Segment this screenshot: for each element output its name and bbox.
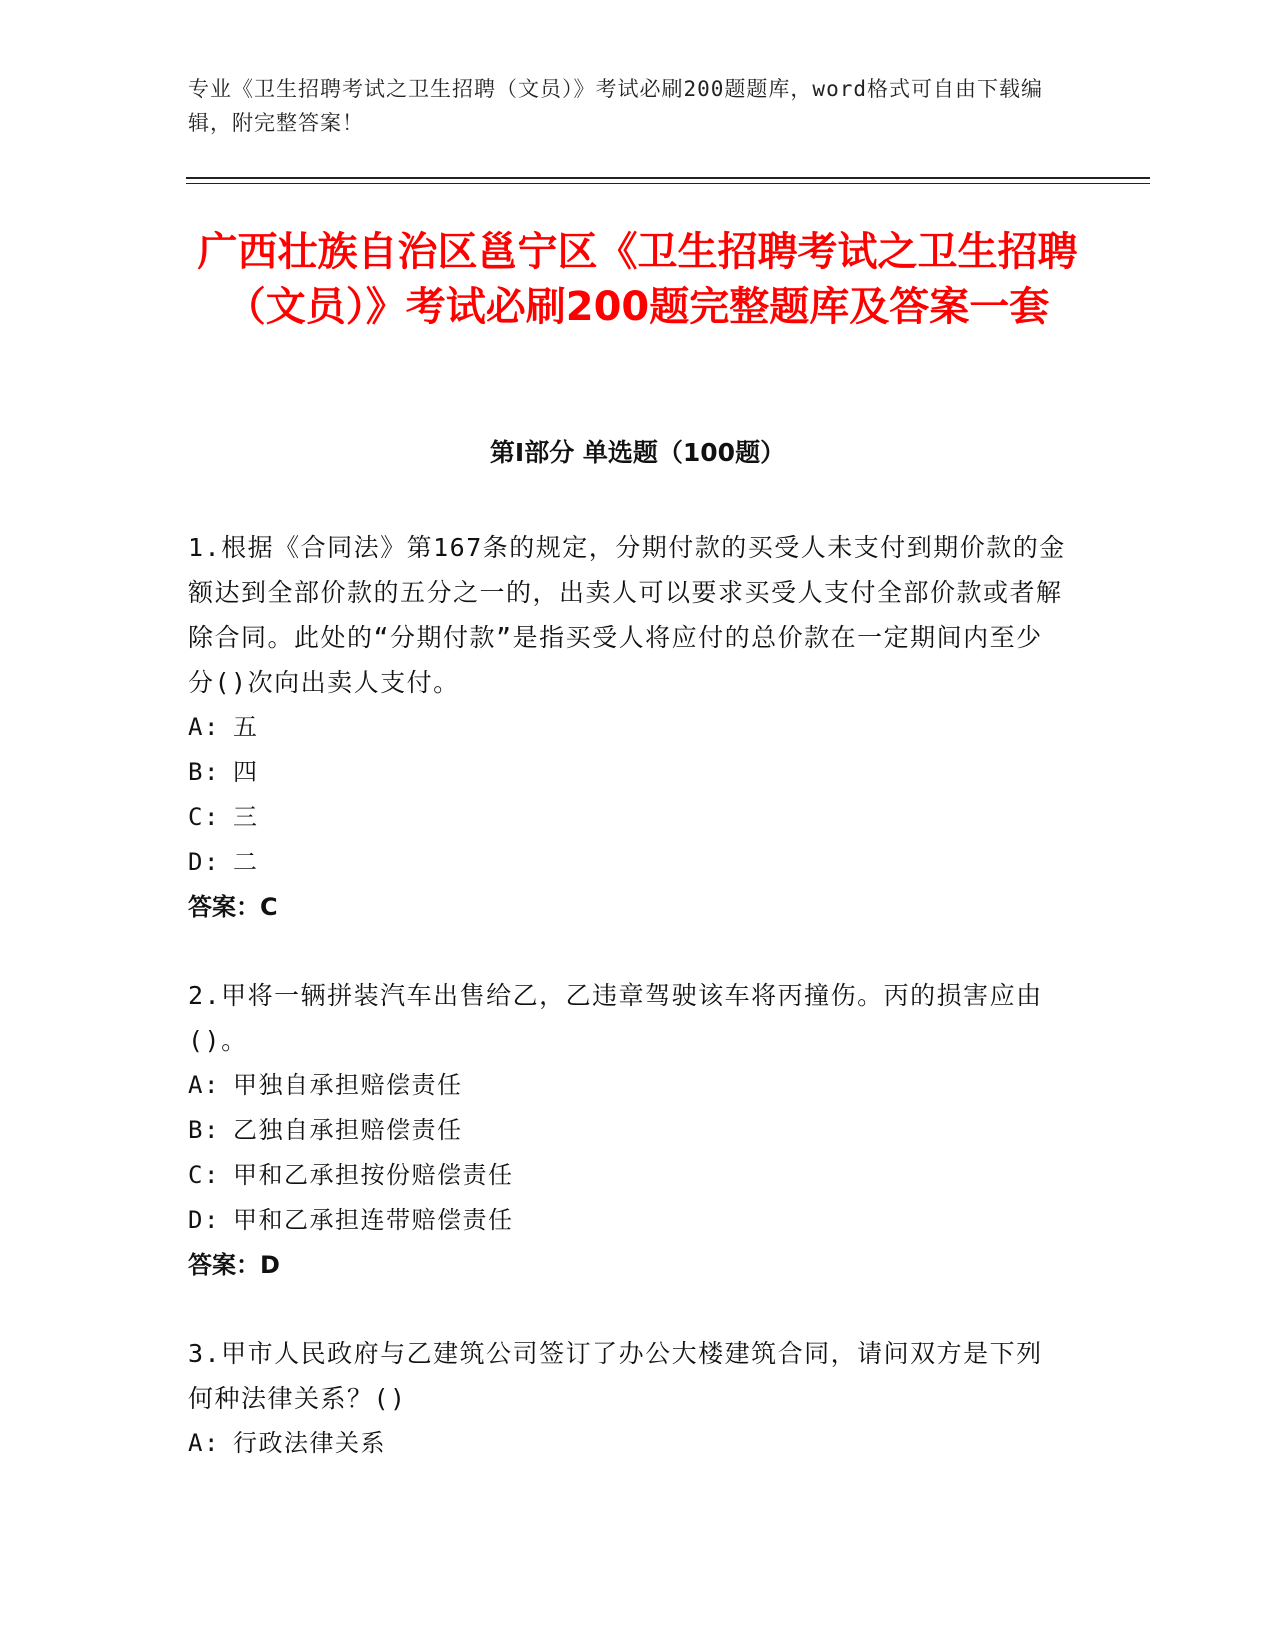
question-list [188, 525, 1068, 1509]
document-title: 广西壮族自治区邕宁区《卫生招聘考试之卫生招聘（文员）》考试必刷200题完整题库及答案一套 [197, 229, 1078, 330]
option-letter: B: [188, 1116, 220, 1144]
option-text: 五 [233, 713, 259, 741]
option-b [188, 750, 1068, 795]
question-1 [188, 525, 1068, 930]
option-letter: D: [188, 848, 220, 876]
option-a [188, 705, 1068, 750]
question-stem: 3.甲市人民政府与乙建筑公司签订了办公大楼建筑合同，请问双方是下列何种法律关系？() [188, 1339, 1043, 1413]
option-text: 甲和乙承担连带赔偿责任 [233, 1206, 514, 1234]
option-a [188, 1063, 1068, 1108]
option-c [188, 1153, 1068, 1198]
question-stem: 2.甲将一辆拼装汽车出售给乙，乙违章驾驶该车将丙撞伤。丙的损害应由()。 [188, 981, 1043, 1055]
option-letter: B: [188, 758, 220, 786]
option-letter: C: [188, 803, 220, 831]
option-text: 甲和乙承担按份赔偿责任 [233, 1161, 514, 1189]
answer: 答案：D [188, 1251, 280, 1279]
option-text: 三 [233, 803, 259, 831]
header-divider-thin [186, 183, 1150, 184]
option-letter: A: [188, 1429, 220, 1457]
question-2 [188, 973, 1068, 1288]
option-c [188, 795, 1068, 840]
option-text: 四 [233, 758, 259, 786]
option-d [188, 1198, 1068, 1243]
option-letter: A: [188, 713, 220, 741]
header-divider-thick [186, 177, 1150, 179]
option-text: 二 [233, 848, 259, 876]
option-d [188, 840, 1068, 885]
question-3 [188, 1331, 1068, 1466]
header-note: 专业《卫生招聘考试之卫生招聘（文员）》考试必刷200题题库，word格式可自由下载编辑，附完整答案！ [188, 77, 1043, 135]
section-title: 第Ⅰ部分 单选题（100题） [489, 438, 786, 467]
option-letter: A: [188, 1071, 220, 1099]
option-a [188, 1421, 1068, 1466]
option-b [188, 1108, 1068, 1153]
option-text: 行政法律关系 [233, 1429, 386, 1457]
option-letter: D: [188, 1206, 220, 1234]
option-text: 乙独自承担赔偿责任 [233, 1116, 463, 1144]
question-stem: 1.根据《合同法》第167条的规定，分期付款的买受人未支付到期价款的金额达到全部价款的五分之一的，出卖人可以要求买受人支付全部价款或者解除合同。此处的“分期付款”是指买受人将应付的总价款在一定期间内至少分()次向出卖人支付。 [188, 533, 1066, 697]
option-text: 甲独自承担赔偿责任 [233, 1071, 463, 1099]
answer: 答案：C [188, 893, 278, 921]
option-letter: C: [188, 1161, 220, 1189]
